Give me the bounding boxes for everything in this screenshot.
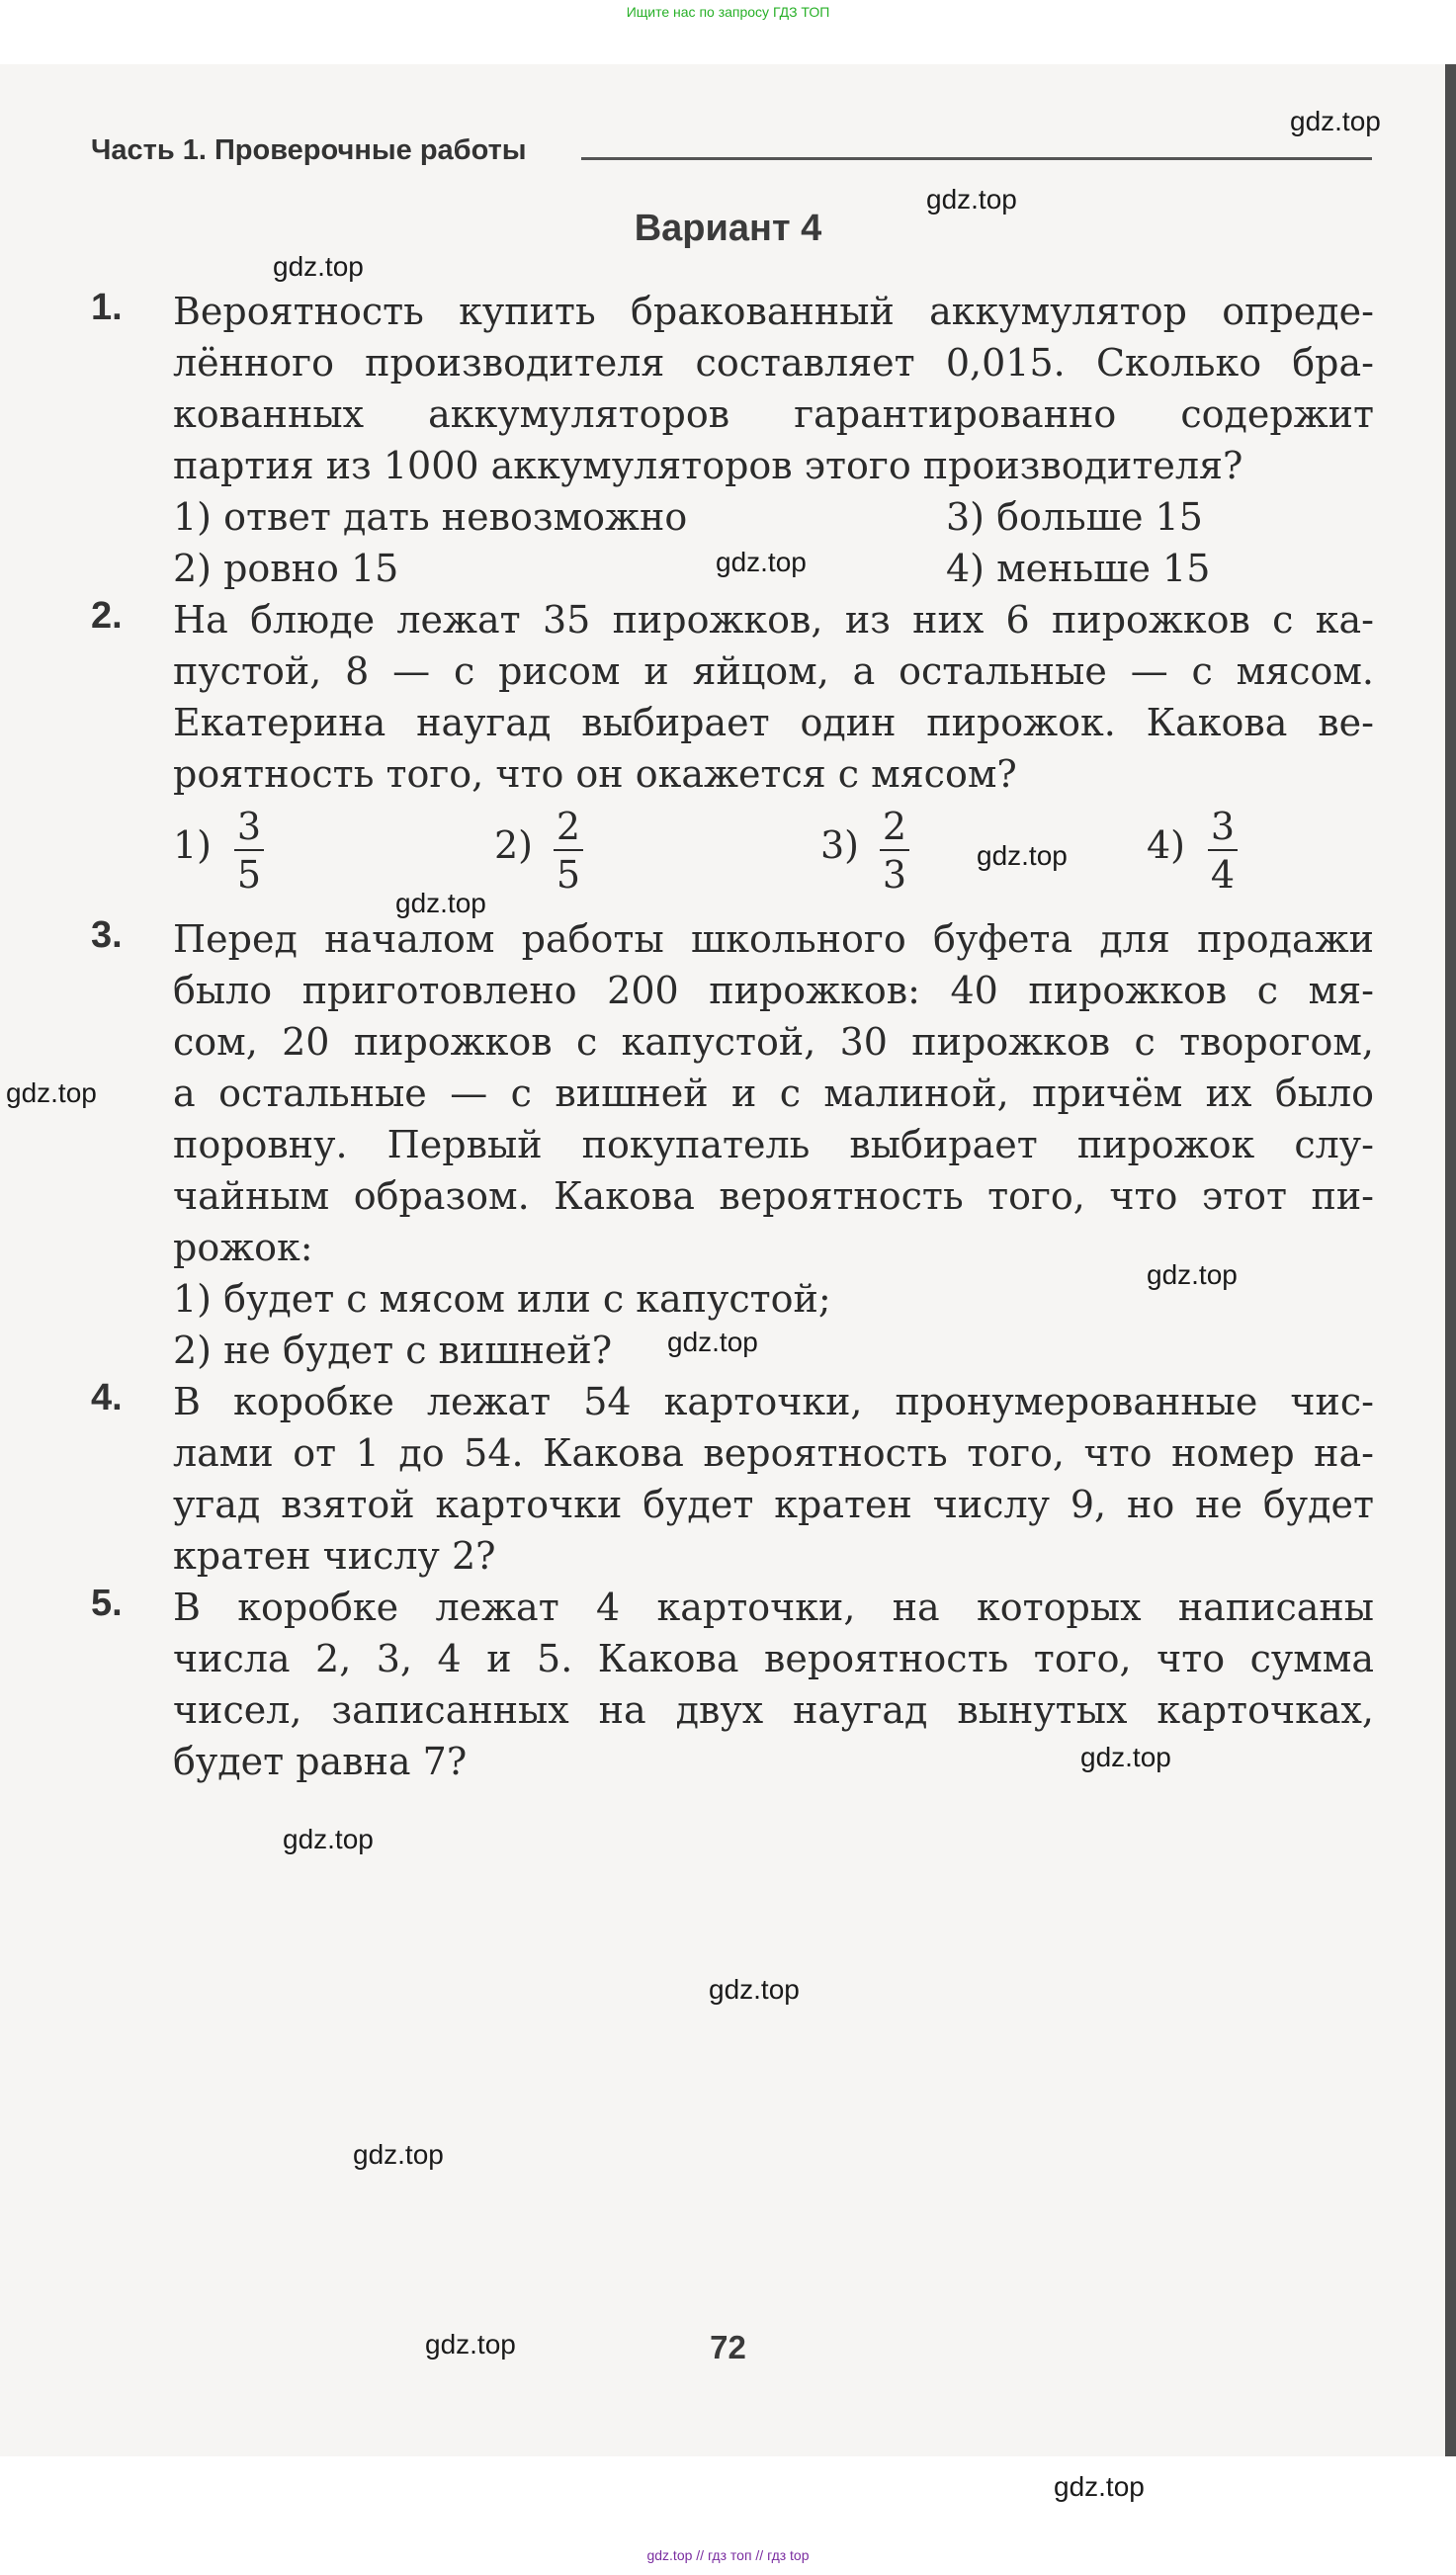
option-label: 3) <box>820 823 860 867</box>
fraction <box>554 806 583 897</box>
section-header-title: Часть 1. Проверочные работы <box>91 134 527 166</box>
watermark: gdz.top <box>1054 2471 1145 2502</box>
header-rule <box>581 157 1372 160</box>
watermark: gdz.top <box>716 547 807 577</box>
task-4-line-1: В коробке лежат 54 карточки, пронумерованные чис- <box>173 1380 1374 1423</box>
task-1-option-2: 2) ровно 15 <box>173 547 399 590</box>
option-label: 1) <box>173 823 213 867</box>
task-2-line-4: роятность того, что он окажется с мясом? <box>173 752 1017 796</box>
watermark: gdz.top <box>667 1327 758 1357</box>
page-number: 72 <box>710 2329 746 2365</box>
fraction-numerator: 3 <box>236 805 262 848</box>
task-1-option-4: 4) меньше 15 <box>946 547 1211 590</box>
task-5-line-4: будет равна 7? <box>173 1740 468 1783</box>
task-3-number: 3. <box>91 914 123 956</box>
watermark: gdz.top <box>425 2329 516 2360</box>
fraction-numerator: 2 <box>556 805 581 848</box>
watermark: gdz.top <box>1290 106 1381 136</box>
task-3-sub-item-2: 2) не будет с вишней? <box>173 1329 613 1372</box>
variant-title: Вариант 4 <box>634 208 822 249</box>
watermark: gdz.top <box>353 2139 444 2170</box>
task-2-line-3: Екатерина наугад выбирает один пирожок. Какова ве- <box>173 701 1374 744</box>
task-4-line-4: кратен числу 2? <box>173 1534 496 1578</box>
fraction-denominator: 5 <box>556 853 581 897</box>
watermark: gdz.top <box>6 1077 97 1108</box>
task-1-number: 1. <box>91 287 123 328</box>
task-1-option-3: 3) больше 15 <box>946 495 1203 539</box>
task-2-line-2: пустой, 8 — с рисом и яйцом, а остальные — с мясом. <box>173 649 1374 693</box>
watermark: gdz.top <box>273 251 364 282</box>
watermark: gdz.top <box>283 1824 374 1854</box>
watermark: gdz.top <box>395 888 486 918</box>
watermark: gdz.top <box>1080 1742 1171 1772</box>
task-5-line-2: числа 2, 3, 4 и 5. Какова вероятность того, что сумма <box>173 1637 1374 1680</box>
watermark: gdz.top <box>1147 1259 1238 1290</box>
fraction-bar <box>880 849 909 851</box>
task-1-line-3: кованных аккумуляторов гарантированно содержит <box>173 392 1374 436</box>
top-search-note: Ищите нас по запросу ГДЗ ТОП <box>626 4 830 20</box>
task-1-option-1: 1) ответ дать невозможно <box>173 495 688 539</box>
fraction-numerator: 3 <box>1210 805 1236 848</box>
fraction-denominator: 3 <box>882 853 907 897</box>
watermark: gdz.top <box>709 1974 800 2005</box>
task-1-line-4: партия из 1000 аккумуляторов этого производителя? <box>173 444 1243 487</box>
fraction-denominator: 4 <box>1210 853 1236 897</box>
bottom-note: gdz.top // гдз топ // гдз top <box>646 2547 810 2563</box>
task-2-number: 2. <box>91 595 123 637</box>
task-4-number: 4. <box>91 1377 123 1418</box>
fraction-bar <box>234 849 264 851</box>
task-3-sub-item-1: 1) будет с мясом или с капустой; <box>173 1277 831 1321</box>
watermark: gdz.top <box>926 184 1017 215</box>
task-5-line-1: В коробке лежат 4 карточки, на которых написаны <box>173 1586 1374 1629</box>
fraction <box>1208 806 1238 897</box>
task-1-line-1: Вероятность купить бракованный аккумулятор опреде- <box>173 290 1374 333</box>
fraction-denominator: 5 <box>236 853 262 897</box>
page-edge-shadow <box>1445 64 1456 2456</box>
fraction-bar <box>554 849 583 851</box>
option-label: 4) <box>1147 823 1186 867</box>
fraction-numerator: 2 <box>882 805 907 848</box>
task-5-line-3: чисел, записанных на двух наугад вынутых карточках, <box>173 1688 1374 1732</box>
option-label: 2) <box>494 823 534 867</box>
task-3-line-7: рожок: <box>173 1226 313 1269</box>
task-3-line-1: Перед началом работы школьного буфета для продажи <box>173 917 1374 961</box>
task-2-line-1: На блюде лежат 35 пирожков, из них 6 пирожков с ка- <box>173 598 1374 642</box>
task-4-line-3: угад взятой карточки будет кратен числу 9, но не будет <box>173 1483 1374 1526</box>
task-3-line-3: сом, 20 пирожков с капустой, 30 пирожков с творогом, <box>173 1020 1374 1064</box>
fraction-bar <box>1208 849 1238 851</box>
fraction <box>880 806 909 897</box>
task-1-line-2: лённого производителя составляет 0,015. Сколько бра- <box>173 341 1374 385</box>
task-3-line-5: поровну. Первый покупатель выбирает пирожок слу- <box>173 1123 1374 1166</box>
task-3-line-6: чайным образом. Какова вероятность того, что этот пи- <box>173 1174 1374 1218</box>
task-5-number: 5. <box>91 1583 123 1624</box>
task-3-line-4: а остальные — с вишней и с малиной, причём их было <box>173 1072 1374 1115</box>
fraction <box>234 806 264 897</box>
watermark: gdz.top <box>977 840 1068 871</box>
task-3-line-2: было приготовлено 200 пирожков: 40 пирожков с мя- <box>173 969 1374 1012</box>
task-4-line-2: лами от 1 до 54. Какова вероятность того, что номер на- <box>173 1431 1374 1475</box>
